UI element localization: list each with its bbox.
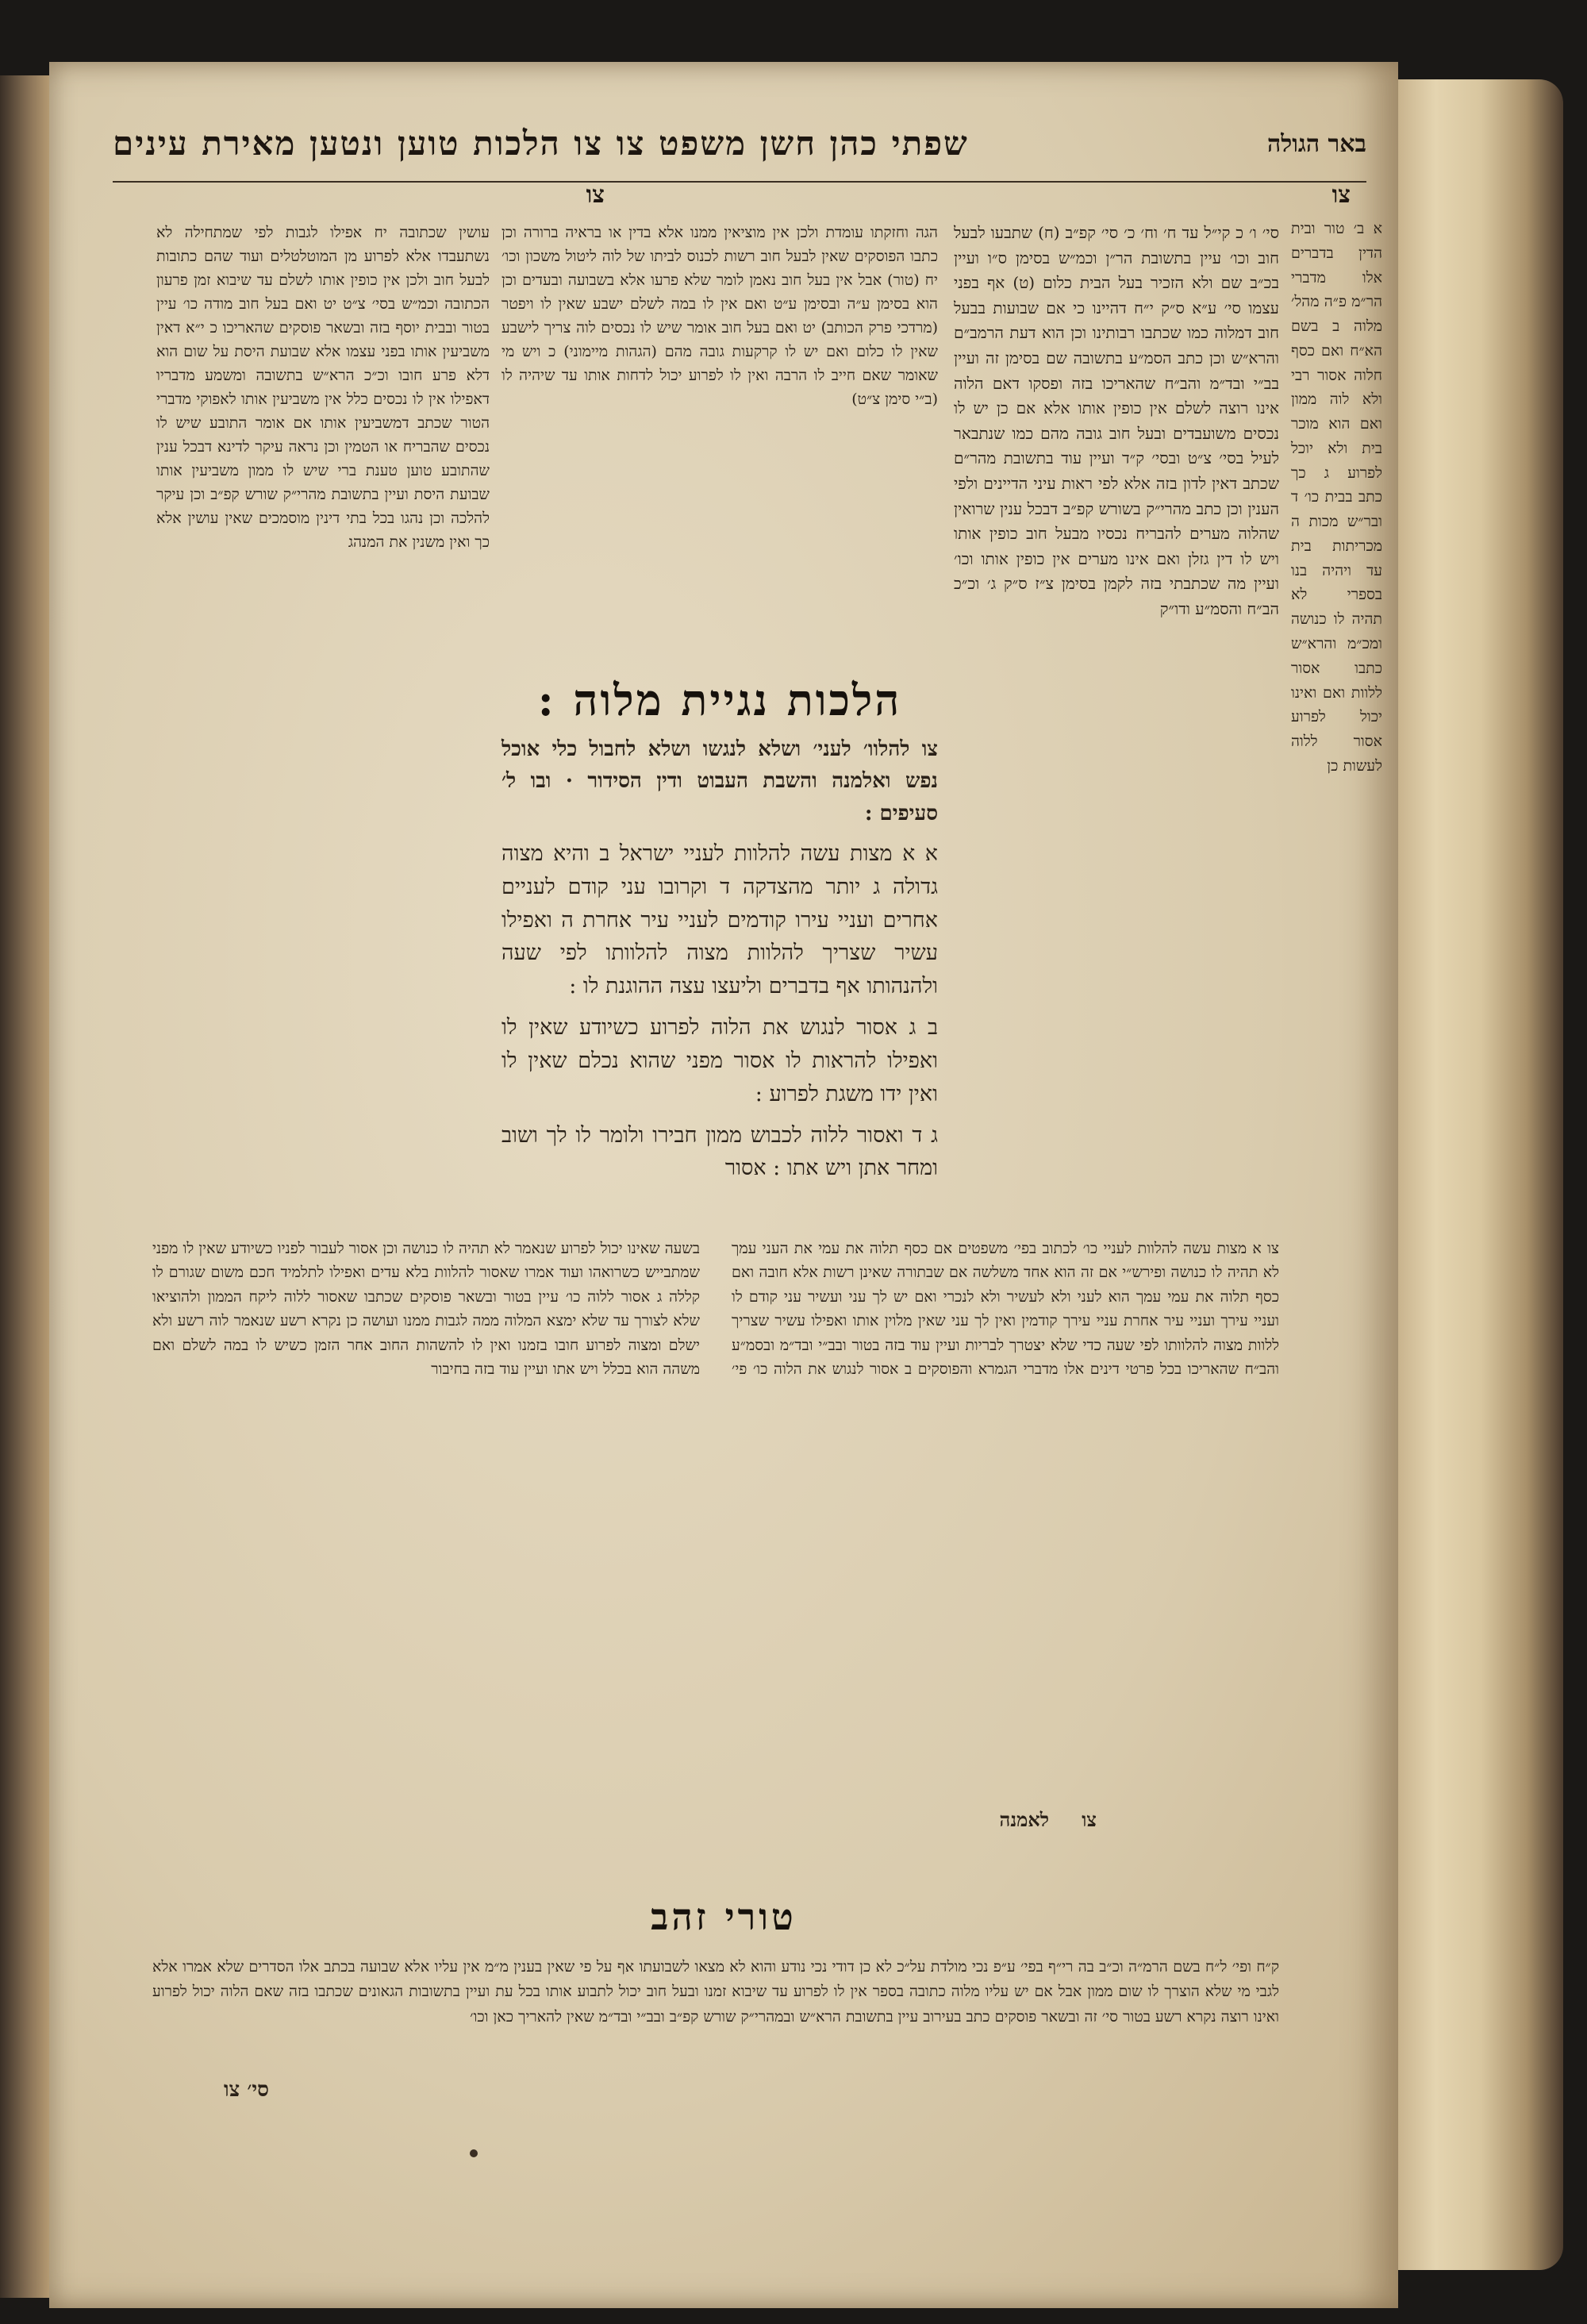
shach-commentary: סי׳ ו׳ כ קי״ל עד ח׳ וח׳ כ׳ סי׳ קפ״ב (ח) שתבעו לבעל חוב וכו׳ עיין בתשובת הר״ן וכמ״ש בסימן ס״ו ועיין בכ״ב שם ולא הזכיר בעל הבית כלום (ט) אף בפני עצמו סי׳ ע״א ס״ק י״ח דהיינו כי אם שבועות בבעל חוב דמלוה כמו שכתבו רבותינו וכן הוא דעת הרמב״ם והרא״ש וכן כתב הסמ״ע בתשובה שם בסימן זה ועיין בב״י ובד״מ והב״ח שהאריכו בזה ופסקו דאם הלוה אינו רוצה לשלם אין כופין אותו אלא אם כן יש לו נכסים משועבדים ובעל חוב גובה מהם כמו שנתבאר לעיל בסי׳ צ״ט ובסי׳ ק״ד ועיין עוד בתשובת מהר״ם שכתב דאין לדון בזה אלא לפי ראות עיני הדיינים ולפי הענין וכן כתב מהרי״ק בשורש קפ״ב דבכל ענין שרואין שהלוה מערים להבריח נכסיו מבעל חוב כופין אותו ויש לו דין גזלן ואם אינו מערים אין כופין אותו וכו׳ ועיין מה שכתבתי בזה לקמן בסימן צ״ז ס״ק ג׳ וכ״כ הב״ח והסמ״ע ודו״ק — [954, 223, 1279, 618]
column-letter-right: צו — [1331, 181, 1351, 209]
taz-heading: טורי זהב — [651, 1895, 797, 1938]
page-edges — [1381, 79, 1563, 2270]
be-er-hagolah-label: באר הגולה — [1266, 129, 1366, 158]
meirat-einayim-column: עושין שכתובה יח אפילו לגבות לפי שמתחילה לא נשתעבדו אלא לפרוע מן המוטלטלים ועוד שהם כתובות לבעל חוב ולכן אין כופין אותו לשלם עד שיבוא זמן פרעון הכתובה וכמ״ש בסי׳ צ״ט יט ואם בעל חוב מודה כו׳ עיין בטור ובבית יוסף בזה ובשאר פוסקים שהאריכו כ י״א דאין משביעין אותו בפני עצמו אלא שבועת היסת על שום הוא דלא פרע חובו וכ״כ הרא״ש בתשובה ומשמע מדבריו דאפילו אין לו נכסים כלל אין משביעין אותו לאפוקי מדברי הטור שכתב דמשביעין אותו אם אומר התובע שיש לו נכסים שהבריח או הטמין וכן נראה עיקר לדינא דבכל ענין שהתובע טוען טענת ברי שיש לו ממון משביעין אותו שבועת היסת ועיין בתשובת מהרי״ק שורש קפ״ב וכן עיקר להלכה וכן נהגו בכל בתי דינין מוסמכים שאין עושין אלא כך ואין משנין את המנהג — [156, 224, 490, 552]
sign-marker-1: צו — [1082, 1808, 1097, 1831]
seif-3: ג ד ואסור ללוה לכבוש ממון חבירו ולומר לו לך ושוב ומחר אתן ויש אתו : אסור — [501, 1122, 938, 1181]
page-header — [113, 108, 1366, 179]
seif-2: ב ג אסור לנגוש את הלוה לפרוע כשיודע שאין לו ואפילו להראות לו אסור מפני שהוא נכלם שאין לו ואין ידו משגת לפרוע : — [501, 1015, 938, 1106]
sign-marker-2: לאמנה — [999, 1808, 1049, 1831]
ink-dot — [470, 2149, 478, 2157]
lower-commentary-block: צו א מצות עשה להלוות לעניי כו׳ לכתוב בפי׳ משפטים אם כסף תלוה את עמי את העני עמך לא תהיה לו כנושה ופירש״י אם זה הוא אחד משלשה אם שבתורה שאינן רשות אלא חובה ואם כסף תלוה את עמי עמך הוא לעני ולא לעשיר ולא לנכרי ואם יש לך עני ועשיר עני קודם לו ועניי עירך ועניי עיר אחרת עניי עירך קודמין ואין לך עני שאין מלוין אותו ואפילו עשיר שצריך ללוות מצוה להלוותו לפי שעה כדי שלא יצטרך לבריות ועיין עוד בזה בטור ובב״י ובד״מ ובסמ״ע והב״ח שהאריכו בכל פרטי דינים אלו מדברי הגמרא והפוסקים ב אסור לנגוש את הלוה כו׳ פי׳ בשעה שאינו יכול לפרוע שנאמר לא תהיה לו כנושה וכן אסור לעבור לפניו כשיודע שאין לו מפני שמתבייש כשרואהו ועוד אמרו שאסור להלוות בלא עדים ואפילו לתלמיד חכם משום שגורם לו קללה ג אסור ללוה כו׳ עיין בטור ובשאר פוסקים שכתבו שאסור ללוה ליקח הממון ולהוציאו שלא לצורך עד שלא ימצא המלוה ממה לגבות ממנו ועושה כן נקרא רשע שנאמר לוה רשע ולא ישלם ומצוה לפרוע חובו בזמנו ואין לו להשהות החוב אחר הזמן כשיש לו במה לשלם ואם משהה הוא בכלל ויש אתו ועיין עוד בזה בחיבור — [152, 1240, 1279, 1378]
book-page — [49, 62, 1398, 2308]
section-title: הלכות נגיית מלוה : — [537, 675, 902, 725]
running-title: שפתי כהן חשן משפט צו צו הלכות טוען ונטען מאירת עינים — [113, 124, 969, 163]
facing-page-edge — [0, 75, 49, 2298]
header-rule — [113, 181, 1366, 183]
section-summary: צו להלוו׳ לעני׳ ושלא לנגשו ושלא לחבול כלי אוכל נפש ואלמנה והשבת העבוט ודין הסידור · ובו ל׳ סעיפים : — [501, 737, 938, 825]
be-er-hagolah-column: א ב׳ טור ובית הדין בדברים אלו מדברי הר״מ פ״ה מהל׳ מלוה ב בשם הא״ח ואם כסף חלוה אסור רבי ולא לוה ממון ואם הוא מוכר בית ולא יוכל לפרוע ג כך כתב בבית כו׳ ד ובר״ש מכות ה מכריתות בית עד ויהיה בנו בספרי לא תהיה לו כנושה ומכ״מ והרא״ש כתבו אסור ללוות ואם ואינו יכול לפרוע אסור ללוה לעשות כן — [1291, 220, 1382, 775]
catchword: סי׳ צו — [224, 2078, 269, 2102]
seif-1: א א מצות עשה להלוות לעניי ישראל ב והיא מצוה גדולה ג יותר מהצדקה ד וקרובו עני קודם לעניים אחרים ועניי עירו קודמים לעניי עיר אחרת ה ואפילו עשיר שצריך להלוות מצוה להלוותו לפי שעה ולהנהותו אף בדברים וליעצו עצה ההוגנת לו : — [501, 841, 938, 999]
main-gloss: הגה וחזקתו עומדת ולכן אין מוציאין ממנו אלא בדין או בראיה ברורה וכן כתבו הפוסקים שאין לבעל חוב רשות לכנוס לביתו של לוה ליטול משכון וכו׳ יח (טור) אבל אין בעל חוב נאמן לומר שלא פרעו אלא בשבועה ובעדים וכן הוא בסימן ע״ה ובסימן ע״ט ואם אין לו במה לשלם ישבע שאין לו ויפטר (מרדכי פרק הכותב) יט ואם בעל חוב אומר שיש לו נכסים לוה צריך לישבע שאין לו כלום ואם יש לו קרקעות גובה מהם (הגהות מיימוני) כ ויש מי שאומר שאם חייב לו הרבה ואין לו לפרוע יכול לדחות אותו עד שיהיה לו (ב״י סימן צ״ט) — [501, 224, 938, 409]
taz-commentary: ק״ח ופי׳ ל״ח בשם הרמ״ה וכ״ב בה רי״ף בפי׳ ע״פ נכי מולדת על״כ לא כן דודי נכי נודע והוא לא מצאו לשבועתו אף על פי שאין בענין מ״מ אין עליו אלא שבועה בכתב אלו הסדרים שלא אמרו אלא לגבי מי שלא הוצרך לו שום ממון אבל אם יש עליו מלוה כתובה בספר אין לו לפרוע עד שיבוא זמנו ובעל חוב יכול לתבוע אותו בכל עת ועיין בתשובות הגאונים שכתבו בזה שאם הלוה יכול לפרוע ואינו רוצה נקרא רשע בטור סי׳ זה ובשאר פוסקים כתב בעירוב עיין בתשובת הרא״ש ובמהרי״ק שורש קפ״ב ובב״י ובד״מ שאין להאריך כאן וכו׳ — [152, 1958, 1279, 2026]
column-letter-middle: צו — [586, 181, 605, 209]
main-text-block — [501, 221, 938, 1181]
